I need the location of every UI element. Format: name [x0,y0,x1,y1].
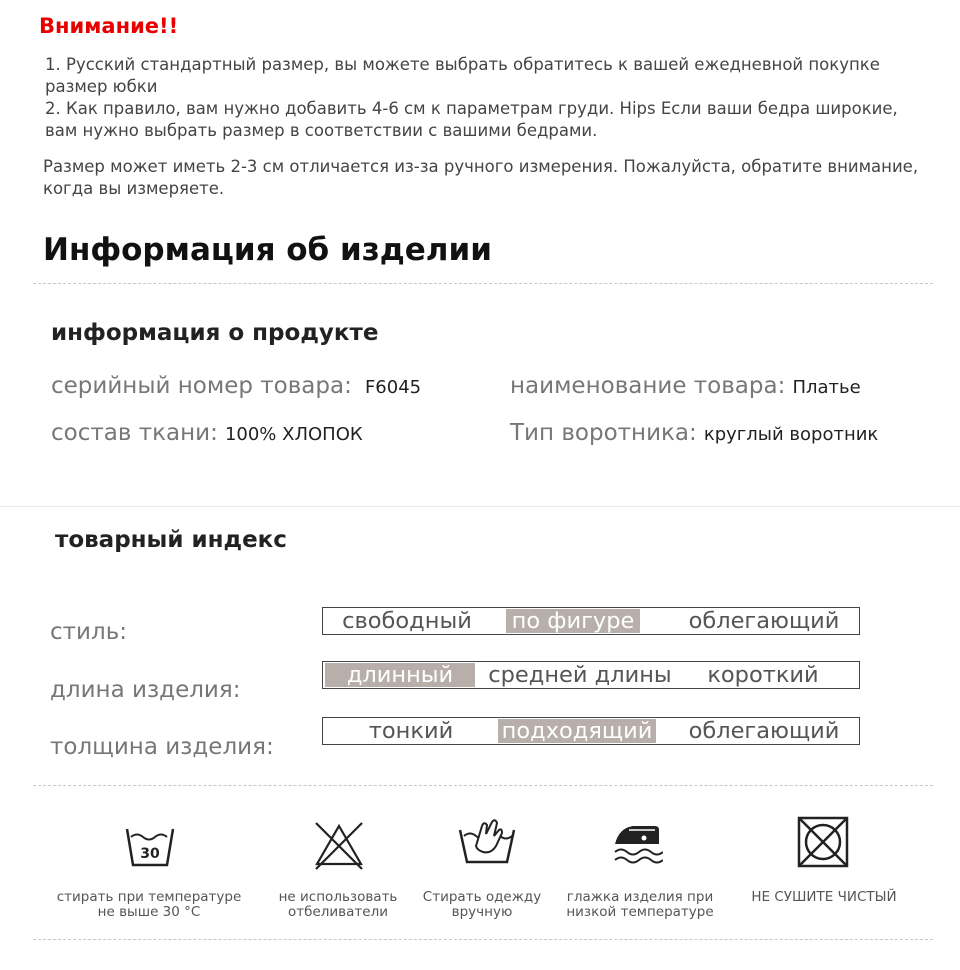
page-title: Информация об изделии [43,232,492,268]
name-value: Платье [792,377,861,398]
divider [33,283,933,284]
length-option-long: длинный [325,663,475,687]
care-caption-hand-wash: Стирать одежду вручную [422,889,542,920]
section-divider [0,506,960,507]
style-option-fitted: по фигуре [506,609,640,633]
no-tumble-dry-icon [796,815,850,869]
thickness-label: толщина изделия: [50,734,274,760]
style-option-loose: свободный [342,608,472,634]
length-scale [322,661,860,689]
care-caption-no-tumble-dry: НЕ СУШИТЕ ЧИСТЫЙ [751,889,897,905]
no-bleach-icon [313,820,365,872]
length-option-short: короткий [707,662,819,688]
length-option-medium: средней длины [488,662,672,688]
collar-row [510,420,878,446]
thickness-option-thin: тонкий [368,718,454,744]
fabric-row [51,420,363,446]
size-note-3: Размер может иметь 2-3 см отличается из-за ручного измерения. Пожалуйста, обратите внимание, когда вы измеряете. [43,157,919,198]
serial-label: серийный номер товара: [51,373,352,399]
divider [33,785,933,786]
style-option-tight: облегающий [688,608,840,634]
style-label: стиль: [50,619,127,645]
fabric-value: 100% ХЛОПОК [224,424,363,445]
care-caption-wash: стирать при температуре не выше 30 °C [56,889,242,920]
care-caption-no-bleach: не использовать отбеливатели [278,889,398,920]
attention-title: Внимание!! [39,14,179,38]
thickness-option-medium: подходящий [498,719,656,743]
style-scale [322,607,860,635]
collar-label: Тип воротника: [510,420,697,446]
name-label: наименование товара: [510,373,786,399]
care-caption-low-iron: глажка изделия при низкой температуре [566,889,714,920]
name-row [510,373,861,399]
length-label: длина изделия: [50,677,241,703]
divider [33,939,933,940]
size-note-1: 1. Русский стандартный размер, вы можете выбрать обратитесь к вашей ежедневной покупке размер юбки [45,55,880,96]
collar-value: круглый воротник [703,424,879,445]
thickness-option-thick: облегающий [688,718,840,744]
hand-wash-icon [456,816,518,866]
size-note-2: 2. Как правило, вам нужно добавить 4-6 см к параметрам груди. Hips Если ваши бедра широкие, вам нужно выбрать размер в соответствии с вашими бедрами. [45,99,898,140]
low-iron-icon [611,818,663,864]
product-index-title: товарный индекс [55,527,287,553]
fabric-label: состав ткани: [51,420,218,446]
serial-value: F6045 [364,377,422,398]
product-info-title: информация о продукте [51,320,379,346]
wash-30-icon [124,825,176,869]
thickness-scale [322,717,860,745]
wash-temp-text: 30 [140,846,160,862]
serial-row [51,373,421,399]
